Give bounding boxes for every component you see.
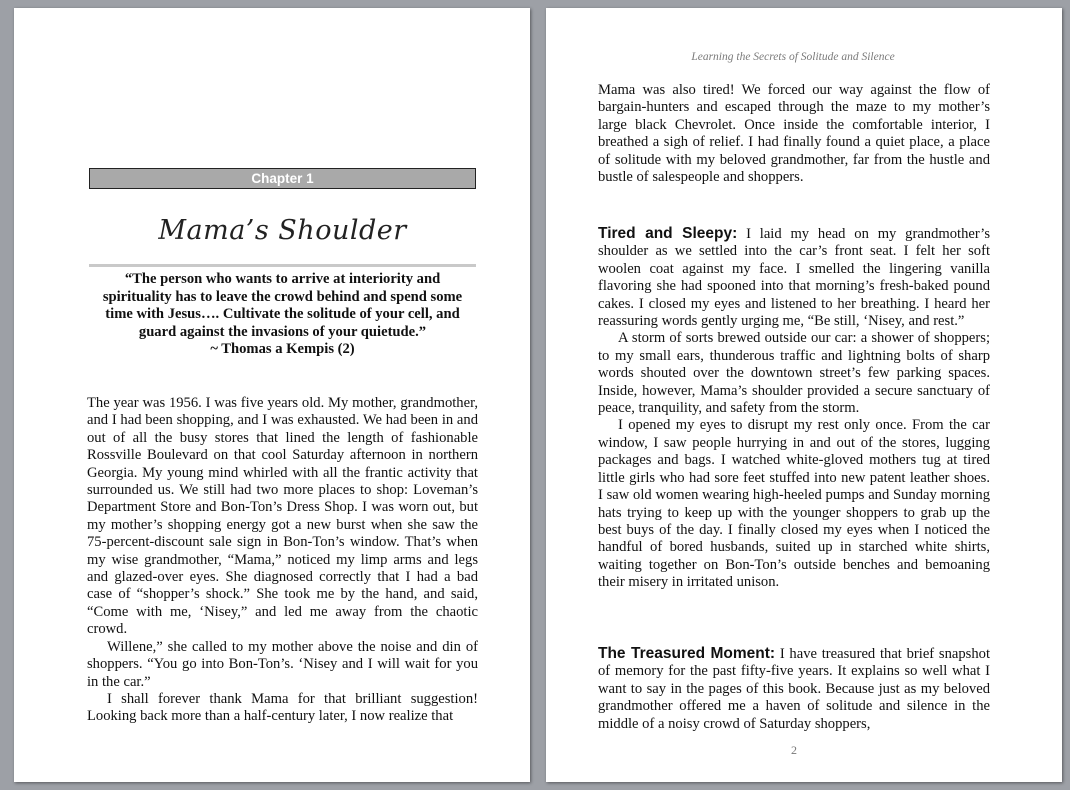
paragraph: Mama was also tired! We forced our way against the flow of bargain-hunters and escaped through the maze to my mother’s large black Chevrolet. Once inside the comfortable interior, I breathed a sigh of relief. I had finally found a quiet place, a place of solitude with my beloved grandmother, far from the hustle and bustle of salespeople and shoppers. xyxy=(598,82,990,186)
paragraph xyxy=(598,225,990,330)
epigraph-quote: “The person who wants to arrive at interiority and spirituality has to leave the crowd behind and spend some time with Jesus…. Cultivate the solitude of your cell, and guard against the invasions of your quietude.” xyxy=(102,271,463,340)
paragraph: Willene,” she called to my mother above the noise and din of shoppers. “You go into Bon-Ton’s. ‘Nisey and I will wait for you in the car.” xyxy=(87,638,478,690)
page-number: 2 xyxy=(791,743,797,757)
right-page xyxy=(546,8,1062,782)
section-treasured-moment xyxy=(598,645,990,733)
epigraph xyxy=(89,271,476,359)
paragraph: A storm of sorts brewed outside our car: a shower of shoppers; to my small ears, thunderous traffic and lightning bolts of sharp words shouted over the downtown street’s few parking spaces. Inside, however, Mama’s shoulder provided a secure sanctuary of peace, tranquility, and safety from the storm. xyxy=(598,330,990,417)
paragraph: I opened my eyes to disrupt my rest only once. From the car window, I saw people hurrying in and out of the stores, lugging packages and bags. I watched white-gloved mothers tug at tired little girls who had sore feet stuffed into new patent leather shoes. I saw old women wearing high-heeled pumps and Sunday morning hats trying to keep up with the younger shoppers to grab up the best buys of the day. I finally closed my eyes when I noticed the handful of bored husbands, suited up in starched white shirts, waiting together on Bon-Ton’s outside benches and bemoaning their misery in irritated unison. xyxy=(598,417,990,591)
section-heading: The Treasured Moment: xyxy=(598,645,776,662)
left-body-text xyxy=(87,395,478,726)
opening-block xyxy=(598,82,990,186)
left-page xyxy=(14,8,530,782)
paragraph: I shall forever thank Mama for that brilliant suggestion! Looking back more than a half-century later, I now realize that xyxy=(87,690,478,725)
chapter-title: Mama’s Shoulder xyxy=(158,215,407,246)
paragraph: The year was 1956. I was five years old. My mother, grandmother, and I had been shopping, and I was exhausted. We had been in and out of all the busy stores that lined the length of fashionable Rossville Boulevard on that cool Saturday afternoon in northern Georgia. My young mind whirled with all the frantic activity that surrounded us. We still had two more places to shop: Loveman’s Department Store and Bon-Ton’s Dress Shop. I was worn out, but my mother’s shopping energy got a new burst when she saw the 75-percent-discount sale sign in Bon-Ton’s window. That’s when my wise grandmother, “Mama,” noticed my limp arms and legs and glazed-over eyes. She diagnosed correctly that I had a bad case of “shopper’s shock.” She took me by the hand, and said, “Come with me, ‘Nisey,” and led me away from the chaotic crowd. xyxy=(87,395,478,638)
section-text: I have treasured that brief snapshot of memory for the past fifty-five years. It explains so well what I want to say in the pages of this book. Because just as my beloved grandmother offered me a haven of solitude and silence in the middle of a noisy crowd of Saturday shoppers, xyxy=(598,646,990,732)
running-head: Learning the Secrets of Solitude and Silence xyxy=(691,51,895,63)
section-heading: Tired and Sleepy: xyxy=(598,225,738,242)
section-text: I laid my head on my grandmother’s shoulder as we settled into the car’s front seat. I felt her soft woolen coat against my face. I smelled the lingering vanilla flavoring she had spooned into that morning’s fresh-baked pound cakes. I closed my eyes and listened to her breathing. I heard her reassuring words gently urging me, “Be still, ‘Nisey, and rest.” xyxy=(598,226,991,330)
section-tired-and-sleepy xyxy=(598,225,990,592)
epigraph-attribution: ~ Thomas a Kempis (2) xyxy=(210,341,355,358)
paragraph xyxy=(598,645,990,733)
chapter-label: Chapter 1 xyxy=(89,168,476,189)
title-divider xyxy=(89,264,476,267)
